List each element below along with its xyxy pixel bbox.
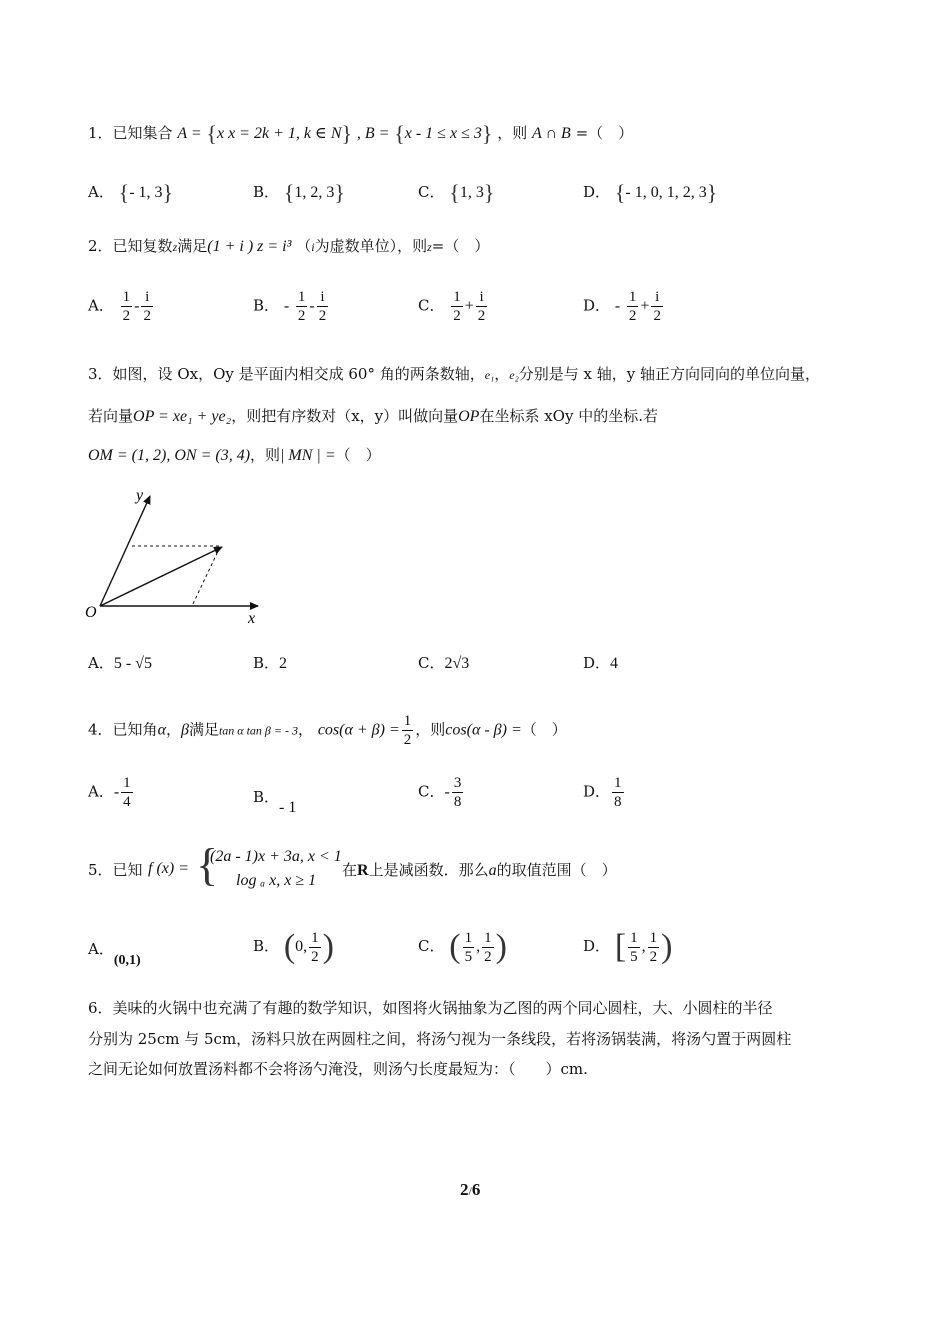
option-sign: - — [113, 783, 120, 801]
q1-brace-close: } — [341, 121, 353, 146]
q2-equation: (1 + i ) z = i³ — [207, 238, 292, 255]
denominator: 2 — [297, 308, 306, 324]
q1-setb-body: x - 1 ≤ x ≤ 3 — [404, 125, 482, 142]
q3-text-1b: 分别是与 x 轴，y 轴正方向同向的单位向量， — [518, 365, 821, 383]
denominator: 2 — [477, 308, 486, 324]
option-sign: - — [283, 297, 290, 315]
fraction — [628, 929, 640, 966]
dashed-line-slanted — [192, 547, 220, 606]
option-label: B． — [253, 788, 280, 806]
q1-brace-open-b: { — [394, 121, 405, 146]
denominator: 2 — [318, 308, 327, 324]
q5-number-pre — [88, 860, 143, 880]
q5-post-3: 的取值范围（ ） — [496, 861, 617, 879]
q2-number: 2． — [88, 237, 113, 255]
numerator: i — [651, 288, 663, 307]
q4-number: 4． — [88, 720, 113, 739]
q3-op: OP — [458, 408, 480, 425]
q1-option-a[interactable] — [88, 180, 173, 206]
q2-option-b[interactable] — [253, 288, 330, 325]
option-value: 2√3 — [444, 655, 470, 672]
q4-option-c[interactable] — [418, 774, 465, 811]
origin-label: O — [85, 604, 97, 621]
fraction — [612, 774, 624, 811]
option-value: (0,1) — [113, 953, 141, 968]
page-separator: / — [468, 1184, 472, 1198]
q3-option-d[interactable] — [583, 652, 618, 673]
q4-post: ，则 — [415, 720, 446, 739]
denominator: 4 — [123, 794, 131, 810]
q3-text-3b: ，则 — [250, 446, 281, 464]
q1-pre: 已知集合 — [112, 124, 173, 142]
q3-number: 3． — [88, 365, 113, 383]
y-axis — [100, 496, 150, 606]
fraction — [482, 929, 494, 966]
operator: + — [464, 297, 474, 315]
q5-option-b[interactable] — [253, 928, 334, 966]
brace-close: } — [334, 180, 345, 205]
vector-op — [100, 547, 222, 606]
q5-option-d[interactable] — [583, 928, 672, 966]
q3-text-1: 如图，设 Ox，Oy 是平面内相交成 60° 角的两条数轴， — [112, 365, 485, 383]
q6-line2 — [88, 1029, 791, 1049]
brace-close: } — [162, 180, 174, 205]
operator: - — [309, 297, 315, 315]
case-text: log ₐ x, x ≥ 1 — [236, 872, 317, 889]
option-value: - 1 — [279, 799, 297, 816]
bracket-open: [ — [614, 928, 627, 965]
numerator: 1 — [123, 775, 131, 791]
bracket-close: ) — [661, 928, 673, 965]
numerator: 1 — [628, 289, 637, 305]
q3-option-c[interactable] — [418, 652, 469, 673]
brace-close: } — [706, 180, 718, 205]
q2-z2: z — [427, 240, 432, 254]
fraction — [476, 288, 488, 325]
bracket-open: ( — [449, 928, 461, 965]
q5-a: a — [488, 862, 497, 879]
fraction — [651, 288, 663, 325]
denominator: 5 — [464, 948, 473, 965]
interval-left: 0, — [295, 938, 308, 955]
q2-mid: 满足 — [177, 237, 208, 255]
q5-f-lhs — [148, 858, 189, 878]
option-value: 5 - √5 — [113, 655, 152, 672]
comma: , — [641, 938, 646, 955]
denominator: 2 — [122, 308, 131, 324]
q1-option-d[interactable] — [583, 180, 717, 206]
q3-sep: ， — [494, 365, 510, 383]
q2-option-d[interactable] — [583, 288, 665, 325]
x-axis-label: x — [248, 610, 256, 627]
numerator: 1 — [311, 929, 319, 946]
q2-z: z — [172, 240, 178, 254]
q1-seta-body: x x = 2k + 1, k ∈ N — [216, 125, 342, 142]
option-label: D． — [583, 937, 611, 955]
q1-stem — [88, 123, 633, 144]
q6-text-1: 美味的火锅中也充满了有趣的数学知识，如图将火锅抽象为乙图的两个同心圆柱，大、小圆柱的半径 — [112, 999, 773, 1017]
q1-seta-lhs: A = — [177, 125, 202, 142]
q4-option-d[interactable] — [583, 774, 626, 811]
denominator: 2 — [453, 308, 461, 324]
numerator: 1 — [403, 713, 412, 729]
q4-stem — [88, 712, 567, 749]
option-label: C． — [418, 782, 445, 801]
option-value: - 1, 0, 1, 2, 3 — [625, 184, 707, 201]
fraction — [463, 929, 475, 966]
option-label: D． — [583, 782, 611, 801]
denominator: 2 — [311, 948, 319, 965]
denominator: 2 — [403, 732, 412, 748]
q6-text-3: 之间无论如何放置汤料都不会将汤勺淹没，则汤勺长度最短为：（ ）cm. — [88, 1060, 588, 1078]
option-label: C． — [418, 183, 445, 201]
q5-f: f (x) = — [148, 860, 189, 877]
fraction — [627, 288, 639, 325]
q5-option-c[interactable] — [418, 928, 507, 966]
operator: - — [134, 297, 140, 315]
q4-cond2-lhs: cos(α + β) = — [317, 721, 400, 739]
q5-option-a[interactable] — [88, 938, 141, 968]
numerator: 1 — [122, 289, 131, 305]
option-label: A． — [88, 296, 114, 315]
brace-open: { — [449, 180, 460, 205]
q3-option-b[interactable] — [253, 652, 287, 673]
case-text: (2a - 1)x + 3a, x < 1 — [210, 848, 342, 865]
option-label: A． — [88, 654, 114, 672]
option-label: D． — [583, 654, 611, 672]
numerator: 1 — [453, 289, 461, 305]
option-value: - 1, 3 — [129, 184, 163, 201]
q3-line2 — [88, 406, 658, 427]
q4-mid: 满足 — [188, 720, 219, 739]
q2-option-c[interactable] — [418, 288, 489, 325]
fraction — [317, 288, 329, 325]
comma: , — [476, 938, 481, 955]
denominator: 2 — [649, 948, 658, 965]
q5-number: 5． — [88, 861, 113, 879]
q2-note-open: （ — [296, 237, 312, 255]
option-label: C． — [418, 654, 445, 672]
q4-sep2: ， — [298, 720, 314, 739]
denominator: 2 — [653, 308, 661, 324]
fraction — [309, 929, 321, 966]
q3-e1: e₁ — [484, 368, 495, 382]
q3-option-a[interactable] — [88, 652, 152, 673]
option-value: 2 — [279, 655, 288, 672]
q3-e2: e₂ — [509, 368, 519, 382]
q2-note-rest: 为虚数单位），则 — [314, 237, 428, 255]
denominator: 2 — [143, 308, 151, 324]
option-label: D． — [583, 183, 611, 201]
option-label: A． — [88, 940, 114, 958]
option-value: 4 — [610, 655, 619, 672]
denominator: 8 — [614, 794, 622, 810]
brace-open: { — [614, 180, 626, 205]
q1-tail: =（ ） — [575, 124, 634, 142]
q4-alpha: α — [157, 721, 166, 739]
numerator: i — [141, 288, 153, 307]
numerator: 1 — [614, 775, 622, 791]
option-label: B． — [253, 296, 280, 315]
option-label: D． — [583, 296, 611, 315]
q4-beta: β — [180, 721, 189, 739]
option-label: B． — [253, 937, 280, 955]
q4-option-b[interactable] — [253, 786, 297, 816]
q6-number: 6． — [88, 999, 113, 1017]
q4-cond1: tan α tan β = - 3 — [218, 723, 299, 738]
numerator: 1 — [630, 929, 638, 946]
q3-text-2c: 在坐标系 xOy 中的坐标.若 — [479, 407, 658, 425]
brace-open: { — [118, 180, 130, 205]
option-value: 1, 2, 3 — [294, 184, 335, 201]
q1-option-c[interactable] — [418, 180, 494, 206]
fraction — [451, 288, 463, 325]
fraction — [296, 288, 308, 325]
page-current: 2 — [460, 1180, 469, 1199]
operator: + — [640, 297, 650, 315]
fraction — [402, 712, 414, 749]
option-value: 1, 3 — [459, 184, 484, 201]
numerator: 1 — [464, 929, 473, 946]
q1-post: ，则 — [497, 124, 528, 142]
q4-pre: 已知角 — [112, 720, 158, 739]
q4-sep: ， — [165, 720, 181, 739]
bracket-close: ) — [322, 928, 334, 965]
denominator: 5 — [630, 948, 638, 965]
q2-option-a[interactable] — [88, 288, 155, 325]
q2-pre: 已知复数 — [112, 237, 173, 255]
option-sign: - — [614, 297, 621, 315]
y-axis-label: y — [136, 487, 144, 504]
brace-close: } — [483, 180, 495, 205]
q2-note-i: i — [311, 240, 315, 254]
q3-line1 — [88, 364, 820, 385]
denominator: 8 — [453, 794, 462, 810]
q5-case2 — [236, 870, 316, 890]
q3-vectors: OM = (1, 2), ON = (3, 4) — [88, 447, 251, 464]
q4-option-a[interactable] — [88, 774, 135, 811]
q1-target: A ∩ B — [531, 125, 571, 142]
numerator: 3 — [453, 775, 462, 791]
q5-r: R — [357, 862, 369, 879]
q1-brace-open: { — [206, 121, 217, 146]
q5-piecewise-brace: { — [196, 839, 219, 890]
fraction — [121, 774, 133, 811]
bracket-close: ) — [495, 928, 507, 965]
q5-case1 — [210, 846, 342, 866]
q4-tail: （ ） — [521, 720, 567, 739]
denominator: 2 — [484, 948, 492, 965]
brace-open: { — [283, 180, 295, 205]
option-sign: - — [444, 783, 450, 801]
fraction — [452, 774, 464, 811]
page-number — [460, 1180, 480, 1200]
page-total: 6 — [471, 1180, 481, 1199]
q3-line3 — [88, 445, 381, 466]
q3-text-2a: 若向量 — [88, 407, 134, 425]
option-label: B． — [253, 183, 280, 201]
fraction — [648, 929, 660, 966]
numerator: 1 — [484, 929, 492, 946]
bracket-open: ( — [283, 928, 296, 965]
q2-tail: =（ ） — [431, 237, 490, 255]
q4-target: cos(α - β) = — [445, 721, 522, 739]
q1-setb-lhs: , B = — [356, 125, 390, 142]
q6-line3 — [88, 1059, 588, 1079]
q1-brace-close-b: } — [481, 121, 493, 146]
numerator: 1 — [649, 929, 658, 946]
denominator: 2 — [628, 308, 637, 324]
q3-tail: （ ） — [335, 446, 381, 464]
option-label: C． — [418, 937, 445, 955]
q5-pre: 已知 — [112, 861, 143, 879]
q3-oblique-axes-figure — [82, 486, 272, 628]
numerator: 1 — [297, 289, 306, 305]
option-label: B． — [253, 654, 280, 672]
q3-op-eq: OP = xe₁ + ye₂ — [133, 408, 232, 425]
option-label: C． — [418, 296, 445, 315]
q6-text-2: 分别为 25cm 与 5cm，汤料只放在两圆柱之间，将汤勺视为一条线段，若将汤锅装满，将汤勺置于两圆柱 — [88, 1030, 792, 1048]
q1-option-b[interactable] — [253, 180, 345, 206]
numerator: i — [317, 288, 329, 307]
q5-post-2: 上是减函数．那么 — [368, 861, 489, 879]
q3-text-2b: ，则把有序数对（x，y）叫做向量 — [231, 407, 459, 425]
q3-mn: | MN | = — [280, 447, 336, 464]
q1-number: 1． — [88, 124, 113, 142]
q5-post — [342, 860, 617, 881]
q5-post-1: 在 — [342, 861, 358, 879]
option-label: A． — [88, 782, 114, 801]
fraction — [141, 288, 153, 325]
q2-stem — [88, 236, 489, 257]
fraction — [121, 288, 133, 325]
option-label: A． — [88, 183, 114, 201]
numerator: i — [476, 288, 488, 307]
q6-line1 — [88, 998, 773, 1018]
